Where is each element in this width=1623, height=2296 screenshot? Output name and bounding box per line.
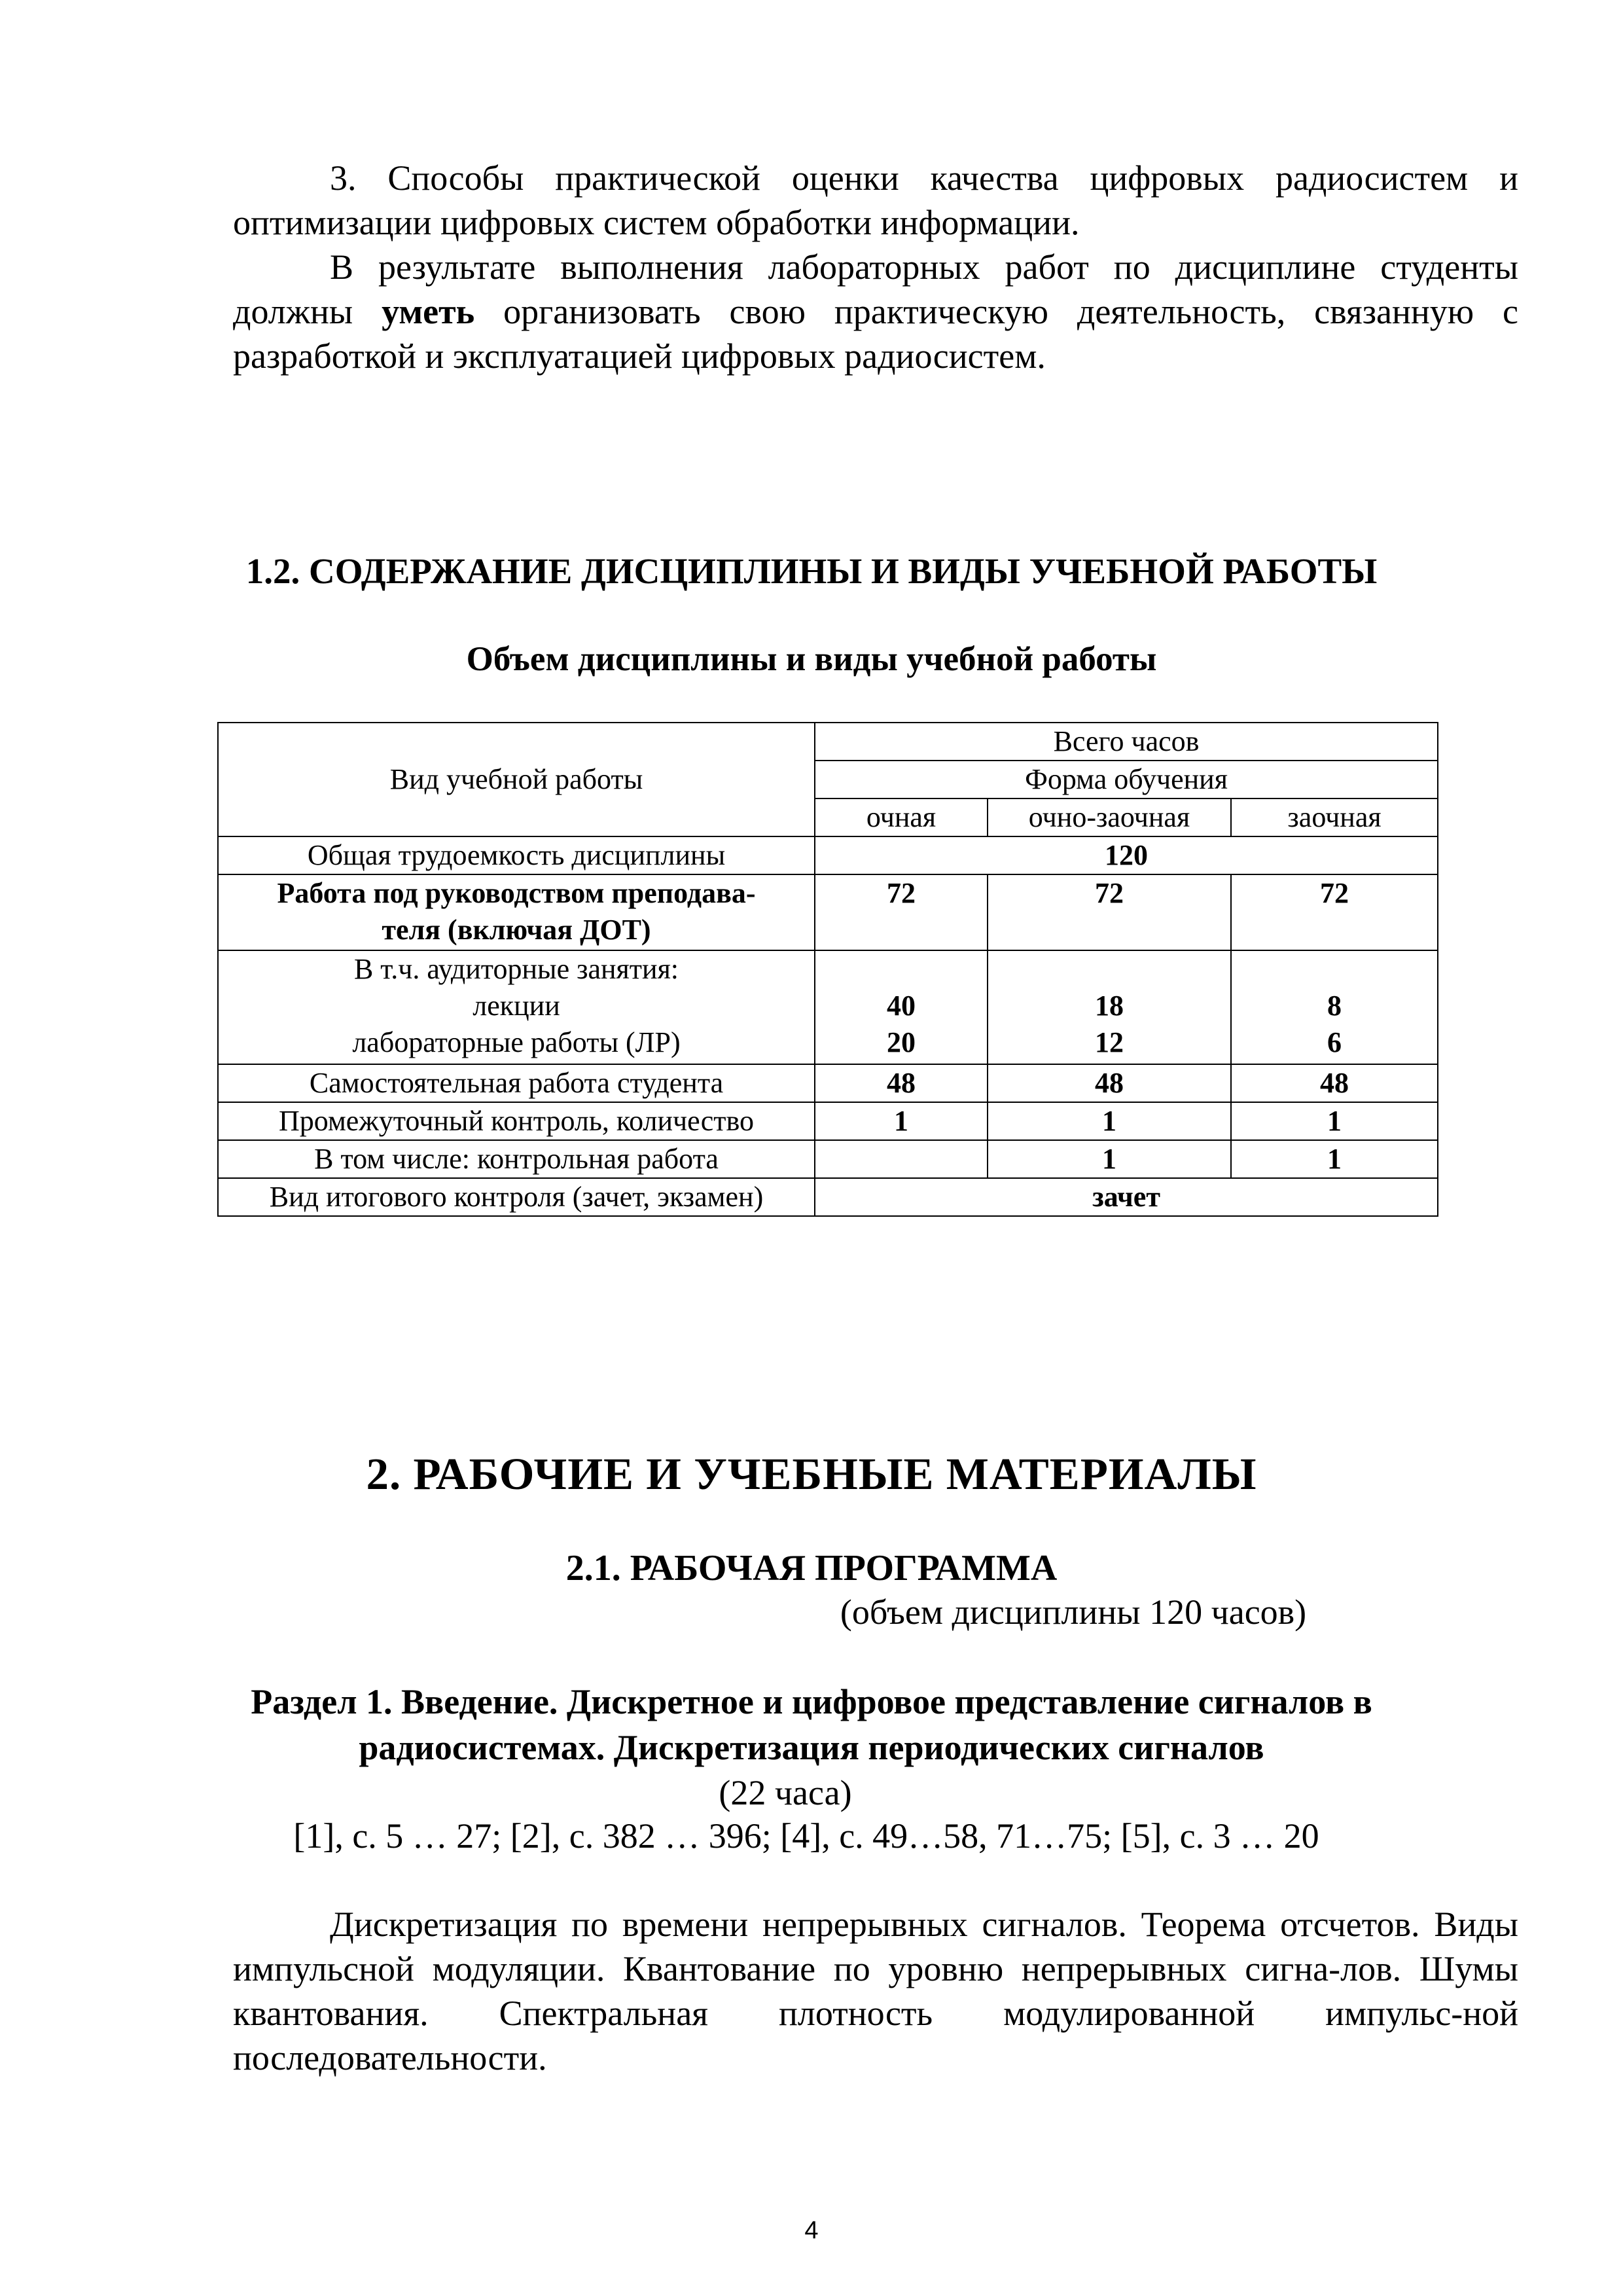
lectures-value: 18	[1095, 990, 1124, 1022]
razdel-title-line-1: Раздел 1. Введение. Дискретное и цифровое представление сигналов в	[251, 1682, 1372, 1721]
work-volume-table	[217, 722, 1438, 1217]
row-value: 72	[988, 874, 1231, 950]
row-label	[218, 874, 815, 950]
row-label-line: лекции	[473, 990, 560, 1022]
section-2-1-note: (объем дисциплины 120 часов)	[840, 1592, 1307, 1632]
row-value: 1	[988, 1140, 1231, 1178]
row-value: 48	[1231, 1064, 1438, 1102]
row-value: 1	[815, 1102, 988, 1140]
header-form-parttime: очно-заочная	[988, 798, 1231, 836]
row-label	[218, 950, 815, 1064]
row-value	[988, 950, 1231, 1064]
row-value	[1231, 950, 1438, 1064]
row-label: Самостоятельная работа студента	[218, 1064, 815, 1102]
page-number: 4	[804, 2217, 819, 2244]
intro-item-3: 3. Способы практической оценки качества цифровых радиосистем и оптимизации цифровых систем обработки информации.	[233, 158, 1518, 242]
row-label-line: В т.ч. аудиторные занятия:	[353, 953, 679, 985]
row-value: 1	[1231, 1102, 1438, 1140]
labs-value: 12	[1095, 1026, 1124, 1058]
intro-result-before: В результате выполнения лабораторных работ по дисциплине студенты должны	[233, 247, 1518, 331]
labs-value: 20	[887, 1026, 916, 1058]
section-1-2-title: 1.2. СОДЕРЖАНИЕ ДИСЦИПЛИНЫ И ВИДЫ УЧЕБНОЙ РАБОТЫ	[245, 551, 1378, 591]
razdel-text: Дискретизация по времени непрерывных сигналов. Теорема отсчетов. Виды импульсной модуляции. Квантование по уровню непрерывных сигна-лов. Шумы квантования. Спектральная плотность модулированной импульс-ной последовательности.	[233, 1905, 1518, 2077]
row-value-merged: 120	[815, 836, 1438, 874]
row-value: 1	[1231, 1140, 1438, 1178]
table-row	[218, 1064, 1438, 1102]
table-row	[218, 1178, 1438, 1216]
lectures-value: 8	[1327, 990, 1342, 1022]
row-label: Общая трудоемкость дисциплины	[218, 836, 815, 874]
table-caption: Объем дисциплины и виды учебной работы	[466, 640, 1157, 678]
row-value: 72	[1231, 874, 1438, 950]
row-label: Промежуточный контроль, количество	[218, 1102, 815, 1140]
intro-result-paragraph	[233, 245, 1518, 378]
intro-result-after: организовать свою практическую деятельность, связанную с разработкой и эксплуатацией цифровых радиосистем.	[233, 292, 1518, 376]
row-label-line: теля (включая ДОТ)	[382, 914, 651, 946]
row-value: 72	[815, 874, 988, 950]
lectures-value: 40	[887, 990, 916, 1022]
row-label: В том числе: контрольная работа	[218, 1140, 815, 1178]
row-label-line: лабораторные работы (ЛР)	[352, 1026, 681, 1058]
row-value-merged: зачет	[815, 1178, 1438, 1216]
intro-result-bold: уметь	[382, 292, 475, 331]
header-work-type: Вид учебной работы	[218, 723, 815, 836]
row-value	[815, 1140, 988, 1178]
header-total-hours: Всего часов	[815, 723, 1438, 761]
row-value: 48	[988, 1064, 1231, 1102]
header-form-fulltime: очная	[815, 798, 988, 836]
razdel-references: [1], с. 5 … 27; [2], с. 382 … 396; [4], с. 49…58, 71…75; [5], с. 3 … 20	[293, 1816, 1319, 1856]
header-form-extramural: заочная	[1231, 798, 1438, 836]
labs-value: 6	[1327, 1026, 1342, 1058]
row-value: 1	[988, 1102, 1231, 1140]
table-row	[218, 950, 1438, 1064]
row-value	[815, 950, 988, 1064]
section-2-title: 2. РАБОЧИЕ И УЧЕБНЫЕ МАТЕРИАЛЫ	[366, 1449, 1257, 1499]
razdel-hours: (22 часа)	[719, 1773, 852, 1812]
table-row	[218, 874, 1438, 950]
section-2-1-title: 2.1. РАБОЧАЯ ПРОГРАММА	[565, 1548, 1058, 1588]
razdel-title-line-2: радиосистемах. Дискретизация периодических сигналов	[359, 1728, 1264, 1767]
row-label: Вид итогового контроля (зачет, экзамен)	[218, 1178, 815, 1216]
table-row	[218, 1140, 1438, 1178]
header-study-form: Форма обучения	[815, 761, 1438, 798]
row-label-line: Работа под руководством преподава-	[277, 877, 756, 909]
table-row	[218, 836, 1438, 874]
row-value: 48	[815, 1064, 988, 1102]
table-row	[218, 1102, 1438, 1140]
